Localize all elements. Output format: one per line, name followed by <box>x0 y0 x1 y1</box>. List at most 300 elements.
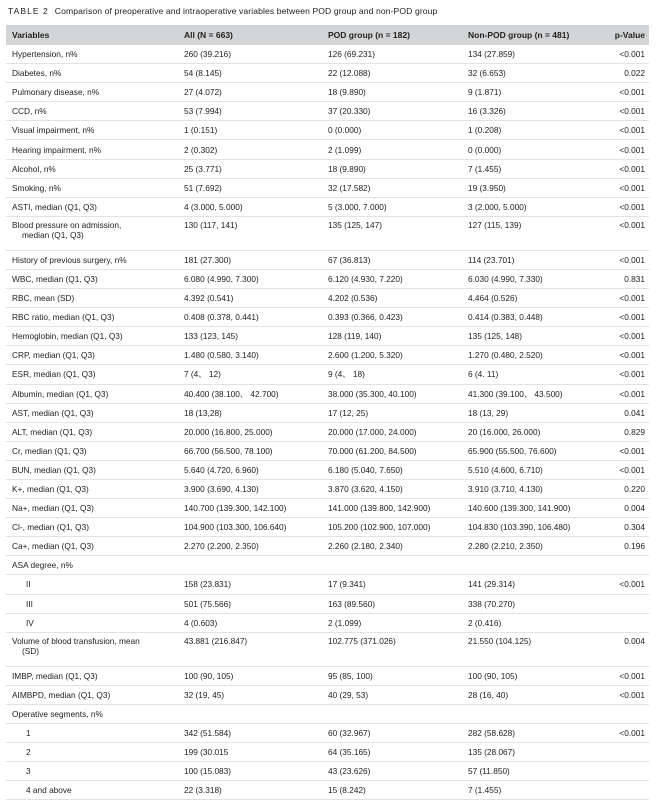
cell-all-text: 4 (0.603) <box>184 617 218 628</box>
cell-variable-text: II <box>26 579 31 590</box>
cell-nonpod-text: 65.900 (55.500, 76.600) <box>468 445 557 456</box>
cell-pod-text: 43 (23.626) <box>328 766 371 777</box>
cell-pod-text: 6.180 (5.040, 7.650) <box>328 464 403 475</box>
cell-nonpod-text: 2 (0.416) <box>468 617 502 628</box>
cell-nonpod-text: 57 (11.850) <box>468 766 510 777</box>
cell-pvalue <box>601 269 649 288</box>
table-row <box>6 556 649 575</box>
table-row <box>6 140 649 159</box>
cell-nonpod <box>462 216 601 250</box>
cell-pod <box>322 178 462 197</box>
cell-variable-text: Hearing impairment, n% <box>12 144 101 155</box>
cell-all <box>178 216 322 250</box>
cell-pod <box>322 121 462 140</box>
cell-all <box>178 83 322 102</box>
cell-all <box>178 384 322 403</box>
header-row <box>6 25 649 45</box>
cell-all <box>178 613 322 632</box>
table-row <box>6 613 649 632</box>
cell-all <box>178 289 322 308</box>
table-row <box>6 518 649 537</box>
cell-pod-text: 32 (17.582) <box>328 182 371 193</box>
table-title: Comparison of preoperative and intraoperative variables between POD group and non-POD group <box>54 6 438 16</box>
cell-pvalue-text: 0.004 <box>624 635 645 646</box>
cell-pvalue-text: 0.304 <box>624 522 645 533</box>
cell-all <box>178 422 322 441</box>
cell-all-text: 130 (117, 141) <box>184 219 238 230</box>
table-row <box>6 575 649 594</box>
cell-all-text: 342 (51.584) <box>184 728 232 739</box>
cell-pvalue <box>601 178 649 197</box>
cell-all-text: 4 (3.000, 5.000) <box>184 201 243 212</box>
cell-pvalue <box>601 594 649 613</box>
cell-all-text: 501 (75.566) <box>184 598 232 609</box>
cell-nonpod <box>462 121 601 140</box>
cell-nonpod <box>462 632 601 666</box>
cell-variable <box>6 159 178 178</box>
cell-pvalue-text: <0.001 <box>619 369 645 380</box>
cell-all-text: 199 (30.015 <box>184 747 229 758</box>
cell-all <box>178 250 322 269</box>
cell-nonpod <box>462 140 601 159</box>
table-row <box>6 704 649 723</box>
cell-nonpod-text: 19 (3.950) <box>468 182 506 193</box>
cell-variable <box>6 102 178 121</box>
cell-pvalue <box>601 45 649 64</box>
cell-nonpod <box>462 83 601 102</box>
cell-variable <box>6 537 178 556</box>
cell-nonpod <box>462 102 601 121</box>
cell-pod-text: 18 (9.890) <box>328 163 366 174</box>
cell-all-text: 32 (19, 45) <box>184 689 225 700</box>
cell-nonpod <box>462 499 601 518</box>
cell-pvalue-text: <0.001 <box>619 445 645 456</box>
cell-variable-text: ALT, median (Q1, Q3) <box>12 426 93 437</box>
cell-pvalue-text: <0.001 <box>619 125 645 136</box>
table-row <box>6 781 649 800</box>
cell-all-text: 2.270 (2.200, 2.350) <box>184 541 259 552</box>
cell-nonpod-text: 282 (58.628) <box>468 728 516 739</box>
cell-pod-text: 163 (89.560) <box>328 598 376 609</box>
cell-all <box>178 140 322 159</box>
cell-pod <box>322 83 462 102</box>
table-row <box>6 327 649 346</box>
cell-pvalue-text: 0.041 <box>624 407 645 418</box>
cell-nonpod <box>462 724 601 743</box>
cell-all <box>178 121 322 140</box>
cell-variable <box>6 685 178 704</box>
cell-pod <box>322 594 462 613</box>
cell-pvalue <box>601 666 649 685</box>
cell-pvalue-text: <0.001 <box>619 388 645 399</box>
cell-pvalue-text: <0.001 <box>619 201 645 212</box>
cell-variable-text: Ca+, median (Q1, Q3) <box>12 541 94 552</box>
cell-variable <box>6 403 178 422</box>
cell-all <box>178 64 322 83</box>
cell-nonpod-text: 18 (13, 29) <box>468 407 509 418</box>
table-row <box>6 384 649 403</box>
cell-pod-text: 2 (1.099) <box>328 144 362 155</box>
cell-variable <box>6 781 178 800</box>
cell-pod <box>322 632 462 666</box>
cell-nonpod-text: 32 (6.653) <box>468 68 506 79</box>
cell-nonpod <box>462 327 601 346</box>
cell-nonpod <box>462 704 601 723</box>
cell-all <box>178 632 322 666</box>
cell-variable <box>6 460 178 479</box>
cell-nonpod-text: 141 (29.314) <box>468 579 516 590</box>
table-label: TABLE 2 <box>8 6 49 16</box>
cell-pvalue-text: <0.001 <box>619 331 645 342</box>
cell-pvalue <box>601 724 649 743</box>
cell-pod <box>322 216 462 250</box>
cell-pod <box>322 140 462 159</box>
cell-nonpod-text: 134 (27.859) <box>468 49 516 60</box>
cell-pod <box>322 45 462 64</box>
cell-variable <box>6 632 178 666</box>
cell-variable <box>6 197 178 216</box>
cell-nonpod <box>462 479 601 498</box>
cell-variable-text: IV <box>26 617 34 628</box>
cell-variable-text: Blood pressure on admission, <box>12 219 122 230</box>
cell-pvalue <box>601 556 649 575</box>
cell-nonpod <box>462 197 601 216</box>
cell-pod-text: 37 (20.330) <box>328 106 371 117</box>
cell-pvalue <box>601 289 649 308</box>
cell-nonpod <box>462 250 601 269</box>
cell-pvalue <box>601 250 649 269</box>
cell-pvalue <box>601 518 649 537</box>
table-row <box>6 250 649 269</box>
cell-all-text: 133 (123, 145) <box>184 331 238 342</box>
cell-all-text: 6.080 (4.990, 7.300) <box>184 273 259 284</box>
cell-variable-text: Visual impairment, n% <box>12 125 95 136</box>
cell-all-text: 3.900 (3.690, 4.130) <box>184 484 259 495</box>
cell-variable <box>6 327 178 346</box>
cell-all <box>178 197 322 216</box>
cell-pod-text: 4.202 (0.536) <box>328 293 378 304</box>
cell-nonpod <box>462 403 601 422</box>
cell-pvalue-text: <0.001 <box>619 464 645 475</box>
cell-variable <box>6 556 178 575</box>
cell-pod-text: 141.000 (139.800, 142.900) <box>328 503 431 514</box>
cell-pod <box>322 556 462 575</box>
cell-pvalue <box>601 613 649 632</box>
cell-pod <box>322 518 462 537</box>
cell-pod <box>322 289 462 308</box>
cell-variable-text: Hypertension, n% <box>12 49 78 60</box>
cell-all <box>178 269 322 288</box>
cell-variable <box>6 269 178 288</box>
cell-nonpod <box>462 613 601 632</box>
cell-pod-text: 17 (9.341) <box>328 579 366 590</box>
cell-all <box>178 537 322 556</box>
cell-pod-text: 67 (36.813) <box>328 254 371 265</box>
cell-all-text: 27 (4.072) <box>184 87 222 98</box>
table-row <box>6 594 649 613</box>
cell-pod-text: 5 (3.000, 7.000) <box>328 201 387 212</box>
cell-pod-text: 6.120 (4.930, 7.220) <box>328 273 403 284</box>
cell-all-text: 1.480 (0.580, 3.140) <box>184 350 259 361</box>
table-row <box>6 178 649 197</box>
table-row <box>6 346 649 365</box>
cell-variable-continued: (SD) <box>22 645 40 656</box>
cell-pod-text: 128 (119, 140) <box>328 331 382 342</box>
cell-nonpod <box>462 518 601 537</box>
cell-variable-text: RBC ratio, median (Q1, Q3) <box>12 312 115 323</box>
cell-nonpod-text: 6 (4. 11) <box>468 369 499 380</box>
cell-all-text: 181 (27.300) <box>184 254 232 265</box>
cell-pod <box>322 250 462 269</box>
cell-pod <box>322 499 462 518</box>
cell-nonpod-text: 28 (16, 40) <box>468 689 509 700</box>
cell-pvalue-text: <0.001 <box>619 350 645 361</box>
cell-pod <box>322 384 462 403</box>
cell-pvalue-text: 0.022 <box>624 68 645 79</box>
cell-all <box>178 403 322 422</box>
cell-all <box>178 575 322 594</box>
cell-pod-text: 15 (8.242) <box>328 785 366 796</box>
cell-pvalue <box>601 121 649 140</box>
cell-variable-text: 1 <box>26 728 31 739</box>
cell-pvalue-text: <0.001 <box>619 106 645 117</box>
cell-all-text: 104.900 (103.300, 106.640) <box>184 522 287 533</box>
cell-nonpod-text: 7 (1.455) <box>468 163 502 174</box>
cell-pvalue <box>601 685 649 704</box>
cell-pvalue-text: <0.001 <box>619 689 645 700</box>
cell-variable-text: Smoking, n% <box>12 182 61 193</box>
cell-variable-text: IMBP, median (Q1, Q3) <box>12 670 98 681</box>
cell-pod <box>322 479 462 498</box>
table-caption <box>8 6 649 16</box>
cell-variable-text: ASA degree, n% <box>12 560 73 571</box>
cell-all <box>178 479 322 498</box>
cell-pod-text: 2.600 (1.200, 5.320) <box>328 350 403 361</box>
cell-pod-text: 0 (0.000) <box>328 125 362 136</box>
cell-nonpod <box>462 460 601 479</box>
cell-nonpod-text: 1 (0.208) <box>468 125 502 136</box>
cell-variable-text: WBC, median (Q1, Q3) <box>12 273 98 284</box>
cell-all-text: 20.000 (16.800, 25.000) <box>184 426 273 437</box>
cell-all-text: 18 (13,28) <box>184 407 222 418</box>
cell-variable-text: History of previous surgery, n% <box>12 254 127 265</box>
table-body <box>6 45 649 800</box>
cell-variable-text: AST, median (Q1, Q3) <box>12 407 94 418</box>
cell-pod <box>322 685 462 704</box>
cell-all-text: 158 (23.831) <box>184 579 232 590</box>
cell-nonpod <box>462 64 601 83</box>
cell-pvalue-text: <0.001 <box>619 163 645 174</box>
table-row <box>6 460 649 479</box>
header-pvalue: p-Value <box>601 25 649 45</box>
cell-nonpod <box>462 346 601 365</box>
cell-variable-text: Pulmonary disease, n% <box>12 87 100 98</box>
cell-nonpod-text: 3.910 (3.710, 4.130) <box>468 484 543 495</box>
table-header <box>6 25 649 45</box>
cell-pvalue-text: <0.001 <box>619 144 645 155</box>
cell-variable <box>6 479 178 498</box>
cell-pvalue <box>601 575 649 594</box>
cell-pod <box>322 613 462 632</box>
cell-nonpod-text: 2.280 (2.210, 2.350) <box>468 541 543 552</box>
cell-variable-text: Volume of blood transfusion, mean <box>12 635 140 646</box>
cell-all <box>178 724 322 743</box>
table-row <box>6 159 649 178</box>
cell-pod-text: 22 (12.088) <box>328 68 371 79</box>
cell-all <box>178 441 322 460</box>
cell-variable-text: ESR, median (Q1, Q3) <box>12 369 96 380</box>
cell-pvalue-text: <0.001 <box>619 670 645 681</box>
cell-pvalue <box>601 762 649 781</box>
cell-pod-text: 70.000 (61.200, 84.500) <box>328 445 417 456</box>
cell-variable-text: Albumin, median (Q1, Q3) <box>12 388 109 399</box>
cell-variable-text: Cr, median (Q1, Q3) <box>12 445 87 456</box>
cell-nonpod <box>462 422 601 441</box>
cell-pvalue-text: <0.001 <box>619 579 645 590</box>
cell-pod <box>322 762 462 781</box>
table-row <box>6 197 649 216</box>
cell-pod <box>322 327 462 346</box>
cell-nonpod-text: 127 (115, 139) <box>468 219 522 230</box>
cell-pod-text: 18 (9.890) <box>328 87 366 98</box>
table-row <box>6 365 649 384</box>
cell-nonpod-text: 9 (1.871) <box>468 87 502 98</box>
cell-pod-text: 38.000 (35.300, 40.100) <box>328 388 417 399</box>
cell-all <box>178 666 322 685</box>
cell-pod-text: 20.000 (17.000, 24.000) <box>328 426 417 437</box>
cell-pod <box>322 102 462 121</box>
table-row <box>6 762 649 781</box>
cell-variable <box>6 762 178 781</box>
cell-all-text: 5.640 (4.720, 6.960) <box>184 464 259 475</box>
table-row <box>6 537 649 556</box>
cell-nonpod-text: 41.300 (39.100、 43.500) <box>468 388 563 399</box>
cell-nonpod <box>462 781 601 800</box>
cell-all-text: 2 (0.302) <box>184 144 218 155</box>
cell-pod-text: 17 (12, 25) <box>328 407 369 418</box>
cell-pvalue <box>601 441 649 460</box>
cell-pvalue-text: 0.831 <box>624 273 645 284</box>
cell-variable <box>6 613 178 632</box>
cell-pod-text: 0.393 (0.366, 0.423) <box>328 312 403 323</box>
cell-pvalue-text: <0.001 <box>619 87 645 98</box>
cell-all <box>178 102 322 121</box>
cell-pod <box>322 346 462 365</box>
cell-all-text: 22 (3.318) <box>184 785 222 796</box>
table-row <box>6 102 649 121</box>
cell-pod <box>322 537 462 556</box>
table-row <box>6 724 649 743</box>
cell-variable-text: CRP, median (Q1, Q3) <box>12 350 95 361</box>
cell-all-text: 140.700 (139.300, 142.100) <box>184 503 287 514</box>
cell-pvalue-text: <0.001 <box>619 312 645 323</box>
cell-pod <box>322 575 462 594</box>
cell-all-text: 66.700 (56.500, 78.100) <box>184 445 273 456</box>
cell-pvalue-text: 0.220 <box>624 484 645 495</box>
cell-variable <box>6 575 178 594</box>
table-row <box>6 422 649 441</box>
table-row <box>6 685 649 704</box>
table-row <box>6 632 649 666</box>
cell-nonpod <box>462 159 601 178</box>
cell-pod <box>322 64 462 83</box>
data-table <box>6 25 649 800</box>
cell-nonpod-text: 3 (2.000, 5.000) <box>468 201 527 212</box>
cell-all-text: 43.881 (216.847) <box>184 635 248 646</box>
cell-pvalue <box>601 308 649 327</box>
cell-pod-text: 60 (32.967) <box>328 728 371 739</box>
cell-pvalue-text: <0.001 <box>619 293 645 304</box>
cell-pod <box>322 159 462 178</box>
table-row <box>6 308 649 327</box>
cell-pod <box>322 666 462 685</box>
cell-variable-text: ASTI, median (Q1, Q3) <box>12 201 97 212</box>
cell-nonpod-text: 7 (1.455) <box>468 785 502 796</box>
cell-variable-text: Hemoglobin, median (Q1, Q3) <box>12 331 123 342</box>
cell-variable-text: AIMBPD, median (Q1, Q3) <box>12 689 111 700</box>
cell-nonpod-text: 114 (23.701) <box>468 254 515 265</box>
cell-variable-text: Diabetes, n% <box>12 68 62 79</box>
cell-pvalue <box>601 365 649 384</box>
cell-nonpod <box>462 441 601 460</box>
cell-pvalue <box>601 781 649 800</box>
cell-pvalue <box>601 102 649 121</box>
cell-nonpod <box>462 45 601 64</box>
cell-nonpod <box>462 537 601 556</box>
cell-variable <box>6 83 178 102</box>
cell-nonpod-text: 1.270 (0.480, 2.520) <box>468 350 543 361</box>
cell-nonpod <box>462 308 601 327</box>
cell-all-text: 1 (0.151) <box>184 125 218 136</box>
cell-variable <box>6 64 178 83</box>
header-nonpod: Non-POD group (n = 481) <box>462 25 601 45</box>
cell-nonpod-text: 338 (70.270) <box>468 598 516 609</box>
cell-pod-text: 3.870 (3.620, 4.150) <box>328 484 403 495</box>
cell-pvalue <box>601 83 649 102</box>
cell-all-text: 7 (4、 12) <box>184 369 221 380</box>
cell-pod-text: 2.260 (2.180, 2.340) <box>328 541 403 552</box>
header-pod: POD group (n = 182) <box>322 25 462 45</box>
table-row <box>6 45 649 64</box>
cell-nonpod <box>462 762 601 781</box>
cell-variable-text: 3 <box>26 766 31 777</box>
cell-variable <box>6 666 178 685</box>
cell-nonpod-text: 140.600 (139.300, 141.900) <box>468 503 571 514</box>
cell-pod-text: 9 (4、 18) <box>328 369 365 380</box>
cell-variable <box>6 45 178 64</box>
table-row <box>6 479 649 498</box>
cell-all <box>178 327 322 346</box>
cell-all <box>178 685 322 704</box>
cell-pvalue <box>601 216 649 250</box>
cell-pvalue <box>601 422 649 441</box>
cell-all <box>178 365 322 384</box>
cell-variable-text: K+, median (Q1, Q3) <box>12 484 89 495</box>
cell-pod <box>322 422 462 441</box>
cell-all <box>178 45 322 64</box>
cell-variable <box>6 289 178 308</box>
cell-all <box>178 556 322 575</box>
cell-variable <box>6 724 178 743</box>
cell-pod-text: 135 (125, 147) <box>328 219 382 230</box>
cell-all <box>178 781 322 800</box>
cell-nonpod <box>462 556 601 575</box>
table-row <box>6 441 649 460</box>
cell-all <box>178 704 322 723</box>
cell-variable <box>6 594 178 613</box>
cell-pvalue <box>601 499 649 518</box>
cell-pvalue <box>601 64 649 83</box>
